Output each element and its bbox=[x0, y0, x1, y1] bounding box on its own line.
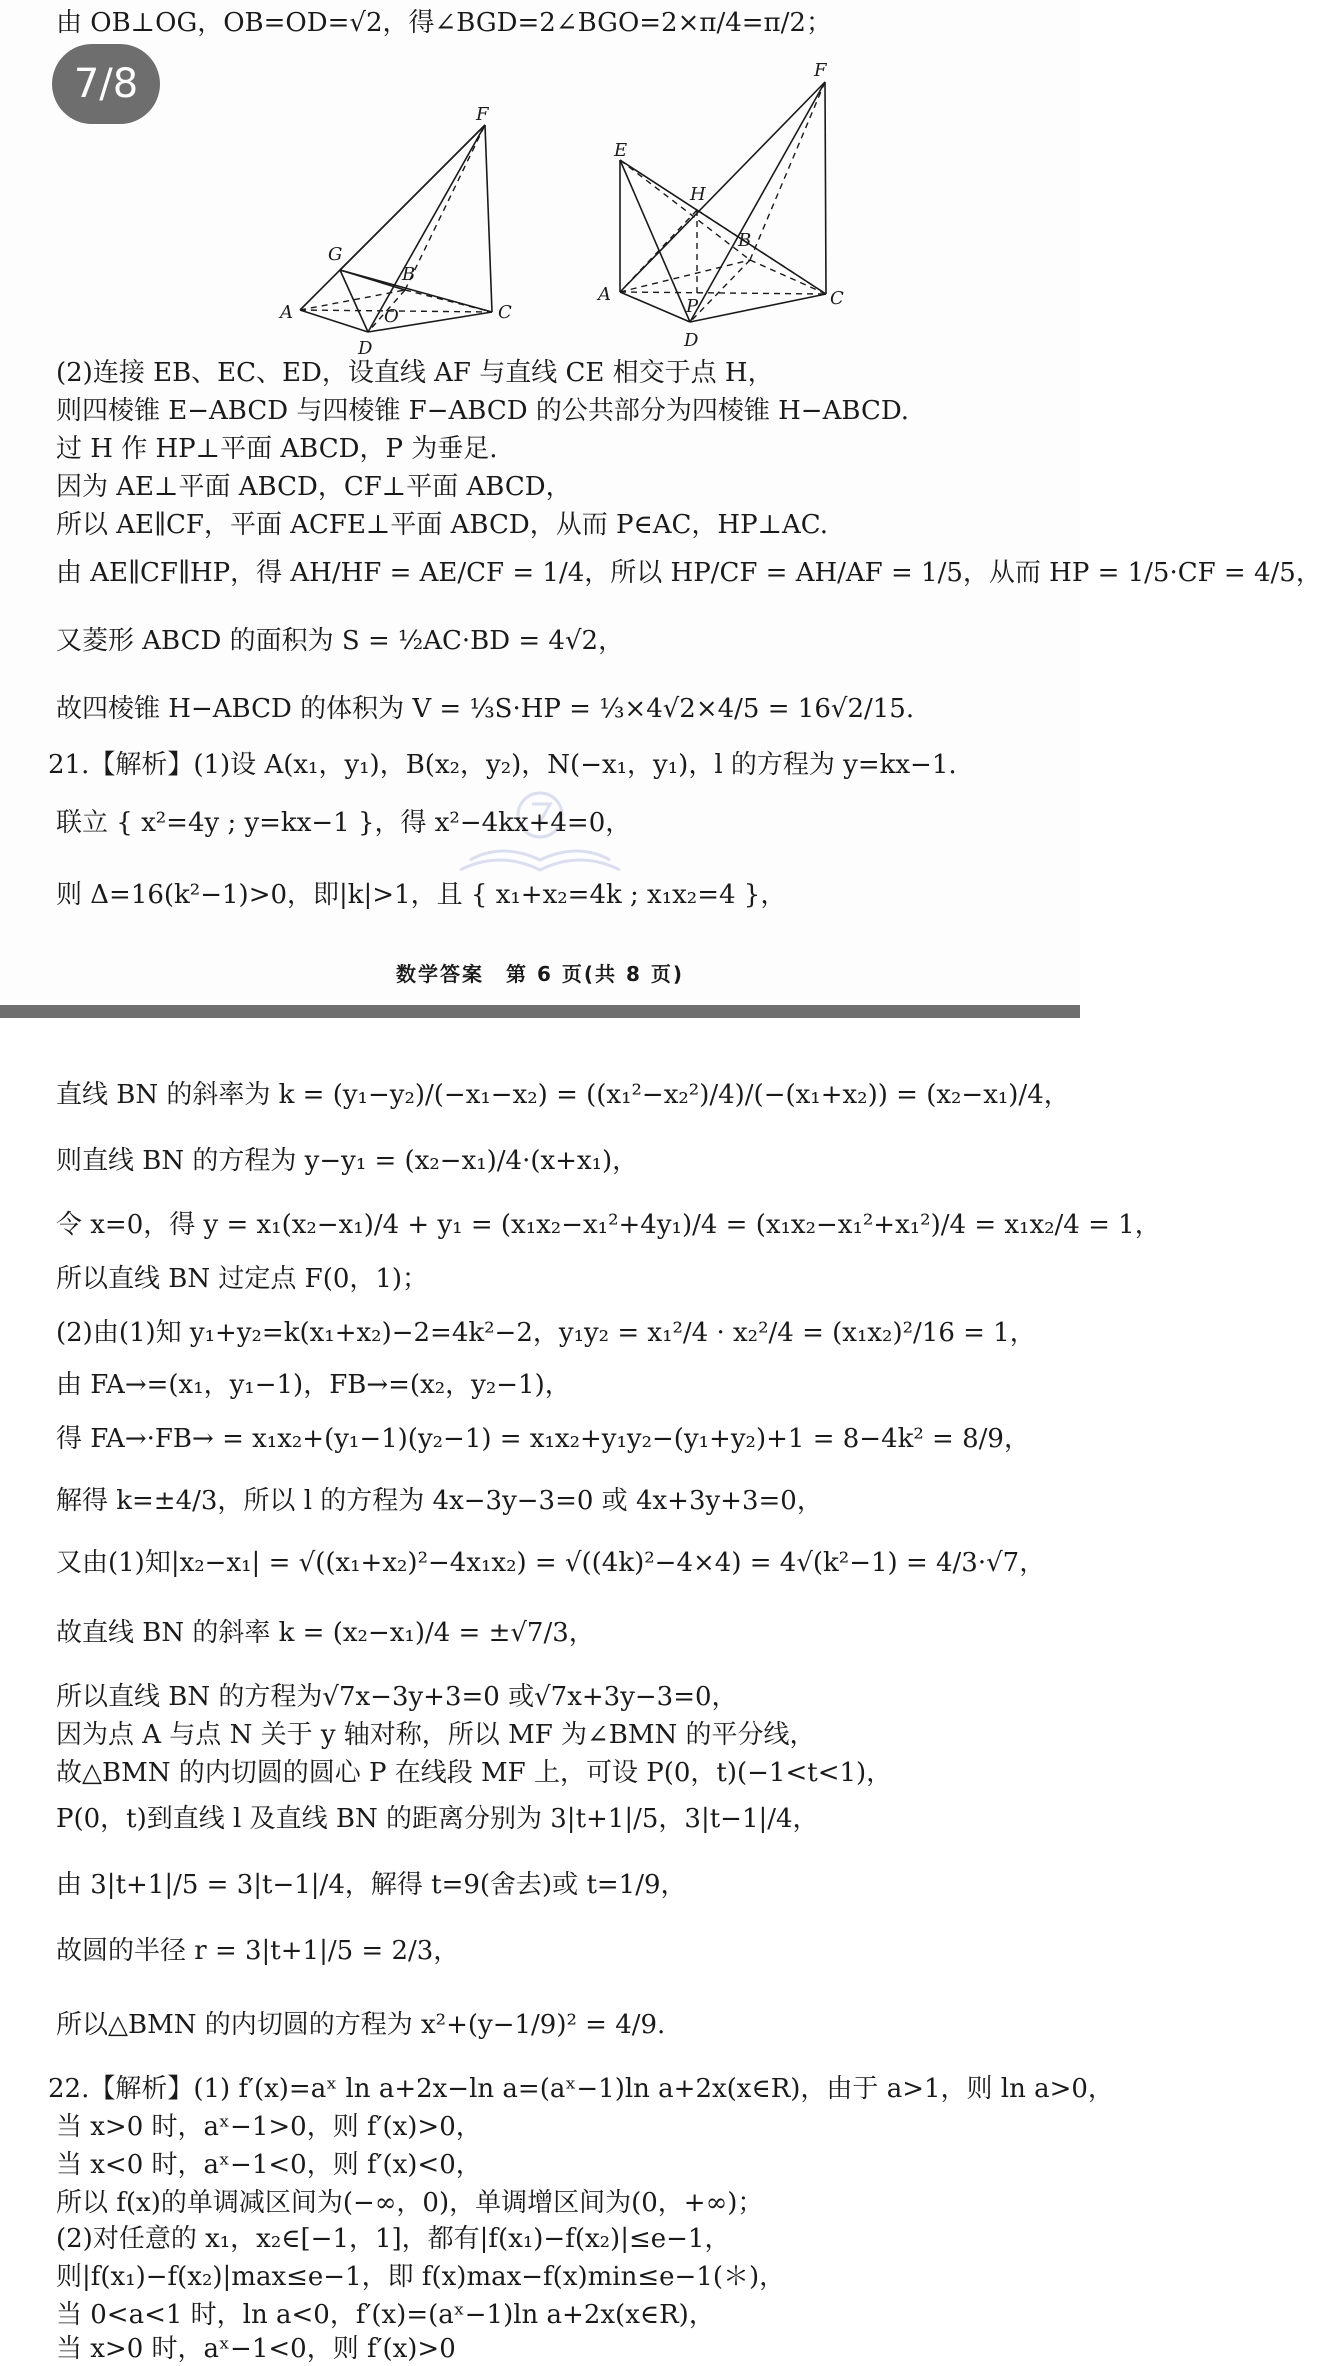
point-label: D bbox=[684, 330, 699, 351]
pyramid-figure-right bbox=[590, 60, 860, 350]
text-line: 当 x>0 时，aˣ−1<0，则 f′(x)>0 bbox=[56, 2334, 456, 2364]
text-line: 22.【解析】(1) f′(x)=aˣ ln a+2x−ln a=(aˣ−1)ln a+2x(x∈R)，由于 a>1，则 ln a>0， bbox=[48, 2074, 1114, 2104]
point-label: D bbox=[358, 338, 373, 359]
point-label: F bbox=[476, 104, 489, 125]
text-line: 由 AE∥CF∥HP，得 AH/HF = AE/CF = 1/4，所以 HP/CF = AH/AF = 1/5，从而 HP = 1/5·CF = 4/5， bbox=[56, 558, 1322, 588]
page-7 bbox=[0, 1018, 1161, 2364]
text-line: 21.【解析】(1)设 A(x₁，y₁)，B(x₂，y₂)，N(−x₁，y₁)，l 的方程为 y=kx−1. bbox=[48, 750, 957, 780]
text-line: 当 0<a<1 时，ln a<0，f′(x)=(aˣ−1)ln a+2x(x∈R)， bbox=[56, 2300, 715, 2330]
point-label: E bbox=[614, 140, 628, 161]
text-line: 解得 k=±4/3，所以 l 的方程为 4x−3y−3=0 或 4x+3y+3=0， bbox=[56, 1486, 823, 1516]
page-counter-badge[interactable]: 7/8 bbox=[52, 44, 160, 124]
point-label: F bbox=[814, 60, 827, 81]
pyramid-figure-left bbox=[270, 100, 530, 360]
text-line: 故直线 BN 的斜率 k = (x₂−x₁)/4 = ±√7/3， bbox=[56, 1618, 595, 1648]
text-line: 由 OB⊥OG，OB=OD=√2，得∠BGD=2∠BGO=2×π/4=π/2； bbox=[56, 8, 832, 38]
text-line: 得 FA→·FB→ = x₁x₂+(y₁−1)(y₂−1) = x₁x₂+y₁y₂−(y₁+y₂)+1 = 8−4k² = 8/9， bbox=[56, 1424, 1030, 1454]
page-footer: 数学答案 第 6 页(共 8 页) bbox=[396, 962, 684, 986]
text-line: (2)连接 EB、EC、ED，设直线 AF 与直线 CE 相交于点 H， bbox=[56, 358, 774, 388]
text-line: 联立 { x²=4y ; y=kx−1 }，得 x²−4kx+4=0， bbox=[56, 808, 632, 838]
point-label: A bbox=[280, 302, 293, 323]
text-line: 当 x<0 时，aˣ−1<0，则 f′(x)<0， bbox=[56, 2150, 482, 2180]
page-divider bbox=[0, 1005, 1080, 1018]
text-line: 则 Δ=16(k²−1)>0，即|k|>1，且 { x₁+x₂=4k ; x₁x₂=4 }， bbox=[56, 880, 787, 910]
text-line: 因为点 A 与点 N 关于 y 轴对称，所以 MF 为∠BMN 的平分线， bbox=[56, 1720, 816, 1750]
text-line: 故圆的半径 r = 3|t+1|/5 = 2/3， bbox=[56, 1936, 460, 1966]
text-line: (2)对任意的 x₁，x₂∈[−1，1]，都有|f(x₁)−f(x₂)|≤e−1， bbox=[56, 2224, 731, 2254]
text-line: 由 3|t+1|/5 = 3|t−1|/4，解得 t=9(舍去)或 t=1/9， bbox=[56, 1870, 687, 1900]
point-label: G bbox=[328, 244, 343, 265]
text-line: 则四棱锥 E−ABCD 与四棱锥 F−ABCD 的公共部分为四棱锥 H−ABCD. bbox=[56, 396, 910, 426]
text-line: 所以 f(x)的单调减区间为(−∞，0)，单调增区间为(0，+∞)； bbox=[56, 2188, 764, 2218]
text-line: P(0，t)到直线 l 及直线 BN 的距离分别为 3|t+1|/5，3|t−1|/4， bbox=[56, 1804, 819, 1834]
point-label: P bbox=[686, 296, 699, 317]
point-label: O bbox=[384, 306, 399, 327]
text-line: 又菱形 ABCD 的面积为 S = ½AC·BD = 4√2， bbox=[56, 626, 625, 656]
text-line: (2)由(1)知 y₁+y₂=k(x₁+x₂)−2=4k²−2，y₁y₂ = x₁²/4 · x₂²/4 = (x₁x₂)²/16 = 1， bbox=[56, 1318, 1036, 1348]
point-label: A bbox=[598, 284, 611, 305]
point-label: B bbox=[402, 264, 416, 285]
text-line: 则|f(x₁)−f(x₂)|max≤e−1，即 f(x)max−f(x)min≤e−1(＊)， bbox=[56, 2262, 786, 2292]
text-line: 则直线 BN 的方程为 y−y₁ = (x₂−x₁)/4·(x+x₁)， bbox=[56, 1146, 639, 1176]
text-line: 故四棱锥 H−ABCD 的体积为 V = ⅓S·HP = ⅓×4√2×4/5 = 16√2/15. bbox=[56, 694, 915, 724]
text-line: 所以 AE∥CF，平面 ACFE⊥平面 ABCD，从而 P∈AC，HP⊥AC. bbox=[56, 510, 829, 540]
point-label: H bbox=[690, 184, 706, 205]
text-line: 过 H 作 HP⊥平面 ABCD，P 为垂足. bbox=[56, 434, 498, 464]
page-6 bbox=[0, 0, 1322, 1005]
text-line: 当 x>0 时，aˣ−1>0，则 f′(x)>0， bbox=[56, 2112, 482, 2142]
text-line: 所以直线 BN 的方程为√7x−3y+3=0 或√7x+3y−3=0， bbox=[56, 1682, 738, 1712]
point-label: C bbox=[830, 288, 844, 309]
text-line: 故△BMN 的内切圆的圆心 P 在线段 MF 上，可设 P(0，t)(−1<t<1)， bbox=[56, 1758, 893, 1788]
text-line: 因为 AE⊥平面 ABCD，CF⊥平面 ABCD， bbox=[56, 472, 572, 502]
text-line: 又由(1)知|x₂−x₁| = √((x₁+x₂)²−4x₁x₂) = √((4k)²−4×4) = 4√(k²−1) = 4/3·√7， bbox=[56, 1548, 1046, 1578]
text-line: 由 FA→=(x₁，y₁−1)，FB→=(x₂，y₂−1)， bbox=[56, 1370, 571, 1400]
text-line: 所以△BMN 的内切圆的方程为 x²+(y−1/9)² = 4/9. bbox=[56, 2010, 666, 2040]
point-label: C bbox=[498, 302, 512, 323]
text-line: 所以直线 BN 过定点 F(0，1)； bbox=[56, 1264, 429, 1294]
point-label: B bbox=[738, 230, 752, 251]
text-line: 令 x=0，得 y = x₁(x₂−x₁)/4 + y₁ = (x₁x₂−x₁²+4y₁)/4 = (x₁x₂−x₁²+x₁²)/4 = x₁x₂/4 = 1， bbox=[56, 1210, 1161, 1240]
text-line: 直线 BN 的斜率为 k = (y₁−y₂)/(−x₁−x₂) = ((x₁²−x₂²)/4)/(−(x₁+x₂)) = (x₂−x₁)/4， bbox=[56, 1080, 1070, 1110]
